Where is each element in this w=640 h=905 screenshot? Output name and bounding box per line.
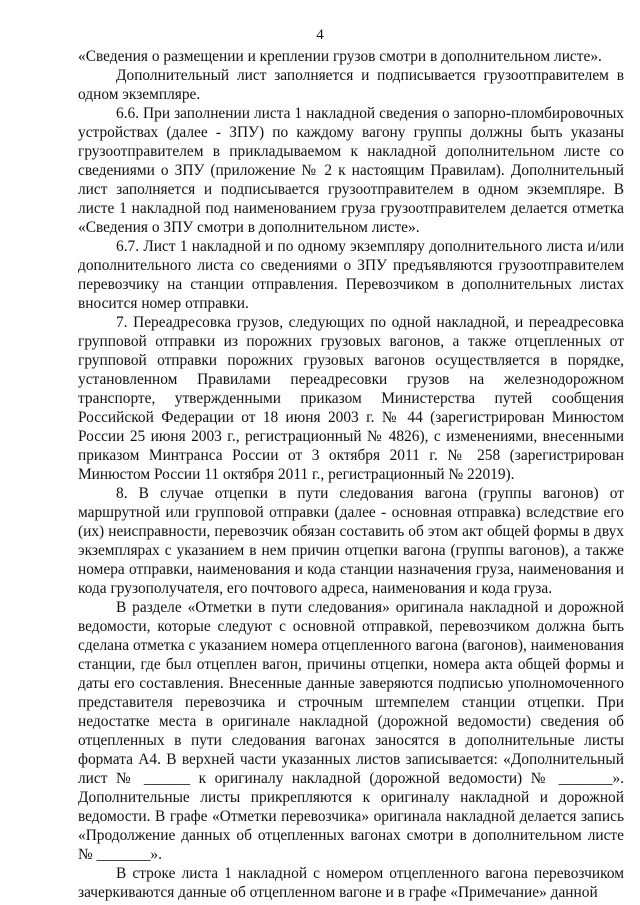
paragraph-6-6-zpu: 6.6. При заполнении листа 1 накладной сведения о запорно-пломбировочных устройствах (далее - ЗПУ) по каждому вагону группы должны быть указаны грузоотправителем в прикладываемом к накладной дополнительном листе со сведениями о ЗПУ (приложение № 2 к настоящим Правилам). Дополнительный лист заполняется и подписывается грузоотправителем в одном экземпляре. В листе 1 накладной под наименованием груза грузоотправителем делается отметка «Сведения о ЗПУ смотри в дополнительном листе». — [78, 105, 624, 236]
page-number: 4 — [316, 27, 324, 43]
paragraph-route-marks: В разделе «Отметки в пути следования» оригинала накладной и дорожной ведомости, которые следуют с основной отправкой, перевозчиком должна быть сделана отметка с указанием номера отцепленного вагона (вагонов), наименования станции, где был отцеплен вагон, причины отцепки, номера акта общей формы и даты его составления. Внесенные данные заверяются подписью уполномоченного представителя перевозчика и строчным штемпелем станции отцепки. При недостатке места в оригинале накладной (дорожной ведомости) сведения об отцепленных в пути следования вагонах заносятся в дополнительные листы формата А4. В верхней части указанных листов записывается: «Дополнительный лист № ______ к оригиналу накладной (дорожной ведомости) № _______». Дополнительные листы прикрепляются к оригиналу накладной и дорожной ведомости. В графе «Отметки перевозчика» оригинала накладной делается запись «Продолжение данных об отцепленных вагонах смотри в дополнительном листе № _______». — [78, 599, 624, 863]
paragraph-additional-sheet-signing: Дополнительный лист заполняется и подписывается грузоотправителем в одном экземпляре. — [78, 67, 624, 103]
paragraph-sheet-1-row: В строке листа 1 накладной с номером отцепленного вагона перевозчиком зачеркиваются данные об отцепленном вагоне и в графе «Примечание» данной — [78, 865, 624, 901]
paragraph-8-uncoupling: 8. В случае отцепки в пути следования вагона (группы вагонов) от маршрутной или групповой отправки (далее - основная отправка) вследствие его (их) неисправности, перевозчик обязан составить об этом акт общей формы в двух экземплярах с указанием в нем причин отцепки вагона (группы вагонов), а также номера отправки, наименования и кода станции назначения груза, наименования и кода грузополучателя, его почтового адреса, наименования и кода груза. — [78, 485, 624, 597]
paragraph-6-7-submission: 6.7. Лист 1 накладной и по одному экземпляру дополнительного листа и/или дополнительного листа со сведениями о ЗПУ предъявляются грузоотправителем перевозчику на станции отправления. Перевозчиком в дополнительных листах вносится номер отправки. — [78, 238, 624, 312]
document-body — [78, 47, 624, 902]
paragraph-cargo-placement-note: «Сведения о размещении и креплении грузов смотри в дополнительном листе». — [78, 48, 602, 65]
paragraph-7-readdressing: 7. Переадресовка грузов, следующих по одной накладной, и переадресовка групповой отправки из порожних грузовых вагонов, а также отцепленных от групповой отправки порожних грузовых вагонов осуществляется в порядке, установленном Правилами переадресовки грузов на железнодорожном транспорте, утвержденными приказом Министерства путей сообщения Российской Федерации от 18 июня 2003 г. № 44 (зарегистрирован Минюстом России 25 июня 2003 г., регистрационный № 4826), с изменениями, внесенными приказом Минтранса России от 3 октября 2011 г. № 258 (зарегистрирован Минюстом России 11 октября 2011 г., регистрационный № 22019). — [78, 314, 624, 483]
